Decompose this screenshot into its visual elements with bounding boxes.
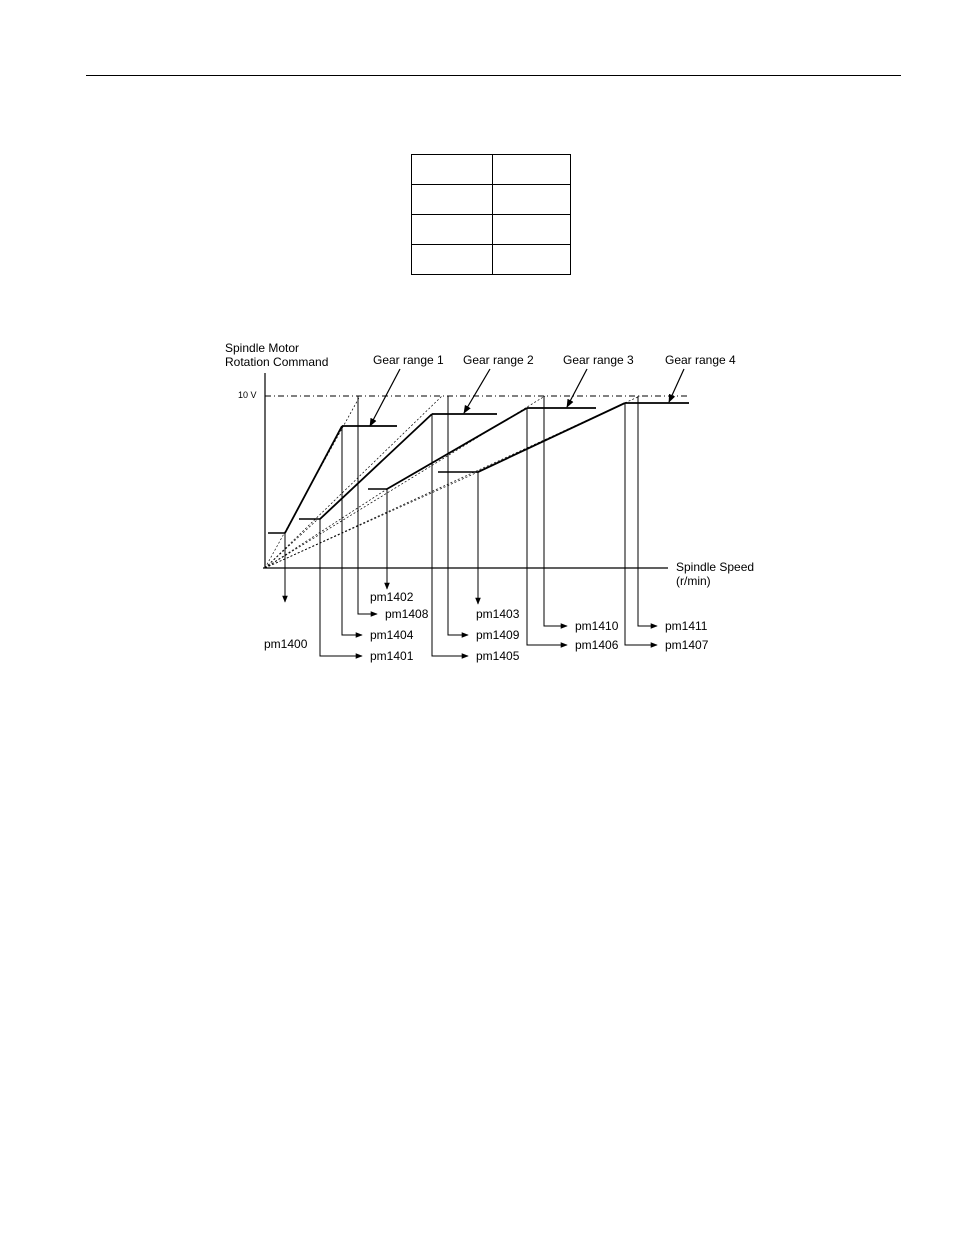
table-cell	[493, 185, 571, 215]
param-label-pm1400: pm1400	[264, 637, 308, 651]
param-label-pm1409: pm1409	[476, 628, 520, 642]
empty-table	[411, 154, 571, 275]
table-row	[412, 245, 571, 275]
param-label-pm1410: pm1410	[575, 619, 619, 633]
x-axis-label: (r/min)	[676, 574, 711, 588]
param-label-pm1411: pm1411	[665, 619, 708, 633]
table-cell	[412, 185, 493, 215]
gear-range-2-label: Gear range 2	[463, 353, 534, 367]
param-label-pm1402: pm1402	[370, 590, 414, 604]
gear-range-diagram	[217, 333, 777, 668]
param-label-pm1404: pm1404	[370, 628, 414, 642]
gear-range-3-curve	[368, 408, 596, 489]
table-cell	[493, 215, 571, 245]
parameter-leaders	[285, 396, 657, 656]
param-label-pm1401: pm1401	[370, 649, 414, 663]
y-axis-label: Spindle Motor	[225, 341, 300, 355]
gear-range-4-label: Gear range 4	[665, 353, 736, 367]
param-label-pm1406: pm1406	[575, 638, 619, 652]
table-row	[412, 215, 571, 245]
table-cell	[493, 245, 571, 275]
gear-range-3-label: Gear range 3	[563, 353, 634, 367]
param-label-pm1405: pm1405	[476, 649, 520, 663]
gear-range-1-label: Gear range 1	[373, 353, 444, 367]
gear-range-1-curve	[268, 426, 397, 533]
param-label-pm1403: pm1403	[476, 607, 520, 621]
param-label-pm1407: pm1407	[665, 638, 709, 652]
table-cell	[412, 245, 493, 275]
x-axis-label: Spindle Speed	[676, 560, 755, 574]
gear-range-2-curve	[299, 414, 497, 519]
table-cell	[412, 215, 493, 245]
ten-volt-label: 10 V	[238, 390, 257, 400]
table-cell	[493, 155, 571, 185]
table-cell	[412, 155, 493, 185]
table-row	[412, 185, 571, 215]
y-axis-label: Rotation Command	[225, 355, 329, 369]
header-rule	[86, 75, 901, 76]
table-row	[412, 155, 571, 185]
param-label-pm1408: pm1408	[385, 607, 429, 621]
